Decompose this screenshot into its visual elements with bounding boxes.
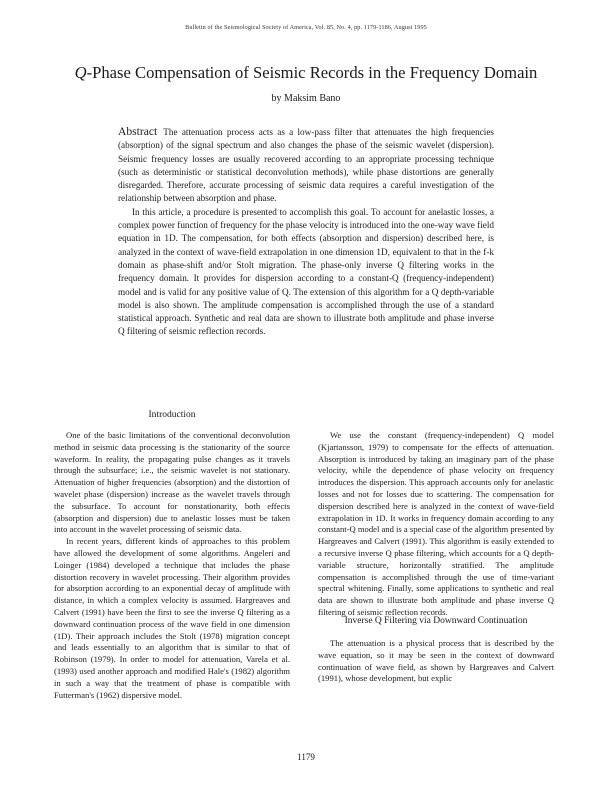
inverse-q-section-heading: Inverse Q Filtering via Downward Continuation: [344, 616, 528, 626]
intro-paragraph-1: One of the basic limitations of the conventional deconvolution method in seismic data processing is the stationarity of the source waveform. In reality, the propagating pulse changes as it travels through the subsurface; i.e., the seismic wavelet is not stationary. Attenuation of higher frequencies (absorption) and the distortion of wavelet phase (dispersion) increase as the wavelet travels through the subsurface. To account for nonstationarity, both effects (absorption and dispersion) due to anelastic losses must be taken into account in the wavelet processing of seismic data.: [54, 430, 290, 535]
title-q-italic: Q: [74, 63, 87, 82]
intro-paragraph-2: In recent years, different kinds of approaches to this problem have allowed the development of some algorithms. Angeleri and Loinger (1984) developed a technique that includes the phase distortion recovery in wavelet processing. Their algorithm provides for absorption according to an exponential decay of amplitude with distance, in which a complex velocity is assumed. Hargreaves and Calvert (1991) have been the first to see the inverse Q filtering as a downward continuation process of the wave field in one dimension (1D). Their approach includes the Stolt (1978) migration concept and leads essentially to an algorithm that is similar to that of Robinson (1979). In order to model for attenuation, Varela et al. (1993) used another approach and modified Hale's (1982) algorithm in such a way that the treatment of phase is compatible with Futterman's (1962) dispersive model.: [54, 536, 290, 700]
abstract-paragraph-1: [118, 125, 494, 206]
page-number: 1179: [297, 752, 315, 762]
running-head: Bulletin of the Seismological Society of America, Vol. 85, No. 4, pp. 1179-1186, August 1995: [185, 24, 427, 31]
section-paragraph-1: The attenuation is a physical process that is described by the wave equation, so it may be seen in the context of downward continuation of wave field, as shown by Hargreaves and Calvert (1991), whose development, but explic: [318, 638, 554, 684]
abstract-text-1: The attenuation process acts as a low-pass filter that attenuates the high frequencies (absorption) of the signal spectrum and also changes the phase of the seismic wavelet (dispersion). Seismic frequency losses are usually recovered according to an appropriate processing technique (such as deterministic or statistical deconvolution methods), while phase distortions are generally disregarded. Therefore, accurate processing of seismic data requires a careful investigation of the relationship between absorption and phase.: [118, 127, 494, 204]
right-column-top: [318, 430, 554, 619]
author-line: by Maksim Bano: [271, 93, 341, 104]
abstract-paragraph-2: In this article, a procedure is presented to accomplish this goal. To account for anelastic losses, a complex power function of frequency for the phase velocity is introduced into the one-way wave field equation in 1D. The compensation, for both effects (absorption and dispersion) described here, is analyzed in the context of wave-field extrapolation in one dimension 1D, equivalent to that in the f-k domain as phase-shift and/or Stolt migration. The phase-only inverse Q filtering works in the frequency domain. It provides for dispersion according to a constant-Q (frequency-independent) model and is valid for any positive value of Q. The extension of this algorithm for a Q depth-variable model is also shown. The amplitude compensation is accomplished through the use of a standard statistical approach. Synthetic and real data are shown to illustrate both amplitude and phase inverse Q filtering of seismic reflection records.: [118, 206, 494, 337]
left-column: [54, 430, 290, 701]
right-column-bottom: [318, 638, 554, 685]
introduction-heading: Introduction: [148, 410, 196, 420]
abstract-heading: Abstract: [118, 125, 158, 138]
intro-paragraph-3: We use the constant (frequency-independent) Q model (Kjartansson, 1979) to compensate for the effects of attenuation. Absorption is introduced by taking an imaginary part of the phase velocity, while the dependence of phase velocity on frequency introduces the dispersion. This approach accounts only for anelastic losses and not for losses due to scattering. The compensation for dispersion described here is analyzed in the context of wave-field extrapolation in 1D. It works in frequency domain according to any constant-Q model and is a special case of the algorithm presented by Hargreaves and Calvert (1991). This algorithm is easily extended to a recursive inverse Q phase filtering, which accounts for a Q depth-variable structure, horizontally stratified. The amplitude compensation is accomplished through the use of time-variant spectral whitening. Finally, some applications to synthetic and real data are shown to illustrate both amplitude and phase inverse Q filtering of seismic reflection records.: [318, 430, 555, 617]
paper-title: Q-Phase Compensation of Seismic Records in the Frequency Domain: [74, 63, 538, 82]
abstract-block: [118, 125, 494, 339]
